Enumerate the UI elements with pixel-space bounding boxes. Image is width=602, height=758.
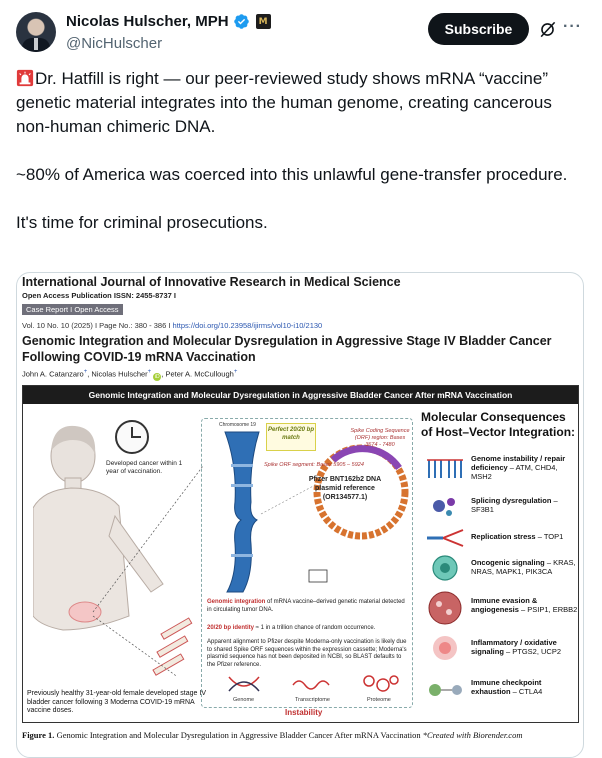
article-title: Genomic Integration and Molecular Dysregulation in Aggressive Stage IV Bladder Cancer Following COVID-19 mRNA Vaccination [22,334,552,364]
identity-red: 20/20 bp identity [207,625,255,631]
mol-item-5: Immune evasion & angiogenesis – PSIP1, ERBB2 [471,596,578,614]
post-line-3: It's time for criminal prosecutions. [16,213,268,232]
plasmid-label: Pfizer BNT162b2 DNA plasmid reference (OR134577.1) [308,476,382,501]
circulating-red: Genomic integration [207,599,266,605]
protein-icon [361,673,401,695]
case-report-badge: Case Report I Open Access [22,304,123,315]
immune-evasion-icon [425,590,465,626]
cancer-timing-note: Developed cancer within 1 year of vaccination. [106,460,183,475]
caption-text: Genomic Integration and Molecular Dysregulation in Aggressive Bladder Cancer After mRNA Vaccination [54,730,423,740]
post-line-1: Dr. Hatfill is right — our peer-reviewed study shows mRNA “vaccine” genetic material integrates into the human genome, creating cancerous non-human chimeric DNA. [16,69,552,136]
grok-icon[interactable] [538,20,557,39]
affiliation-badge-icon[interactable]: M [256,14,271,29]
caption-bold: Figure 1. [22,730,55,740]
spike-orf-label: Spike ORF segment: Bases 5905 – 5924 [264,462,364,468]
article-authors: John A. Catanzaro+, Nicolas Hulscher+ iD , Peter A. McCullough+ [22,369,238,380]
transcript-icon [291,675,331,695]
mol-item-2: Splicing dysregulation – SF3B1 [471,496,558,514]
splicing-icon [425,492,465,520]
oncogenic-cell-icon [425,554,465,582]
instability-label: Instability [285,708,323,717]
alignment-note: Apparent alignment to Pfizer despite Moderna-only vaccination is likely due to shared Spike ORF sequences within the expression cassette; Moderna's plasmid sequence has not been deposited in NCBI, so BLAST defaults to the Pfizer reference. [207,639,407,668]
identity-rest: ≈ 1 in a trillion chance of random occurrence. [254,625,376,631]
subscribe-button[interactable]: Subscribe [428,13,529,45]
post-line-2: ~80% of America was coerced into this unlawful gene-transfer procedure. [16,165,568,184]
mol-item-3: Replication stress – TOP1 [471,532,564,541]
display-name[interactable]: Nicolas Hulscher, MPH [66,13,229,30]
name-row [66,13,271,30]
author-2: , Nicolas Hulscher [87,369,148,379]
transcriptome-label: Transcriptome [295,697,330,703]
inflammatory-icon [425,634,465,662]
figure-1 [22,385,579,723]
author-3: , Peter A. McCullough [161,369,234,379]
omics-row [219,673,409,701]
patient-note: Previously healthy 31-year-old female developed stage IV bladder cancer following 3 Moderna COVID-19 mRNA vaccine doses. [27,690,206,714]
identity-note [207,625,375,631]
mol-item-4: Oncogenic signaling – KRAS, NRAS, MAPK1, PIK3CA [471,558,576,576]
circulating-note [207,599,407,614]
verified-badge-icon [233,13,250,30]
post-media-image[interactable] [16,272,584,758]
caption-italic: *Created with Biorender.com [422,730,523,740]
figure-caption [22,729,577,742]
molecular-consequences-title: Molecular Consequences of Host–Vector Integration: [421,410,576,439]
genome-instability-icon [425,454,465,482]
clock-icon [115,420,149,454]
more-options-icon[interactable]: ··· [563,18,582,35]
replication-stress-icon [425,524,465,552]
post-text [16,67,588,235]
figure-header: Genomic Integration and Molecular Dysregulation in Aggressive Bladder Cancer After mRNA Vaccination [23,386,578,404]
handle[interactable]: @NicHulscher [66,35,163,52]
mol-item-7: Immune checkpoint exhaustion – CTLA4 [471,678,543,696]
chromosome-label: Chromosome 19 [219,422,256,428]
immune-checkpoint-icon [425,674,465,702]
dna-icon [227,673,261,695]
post-header [0,0,602,70]
match-box: Perfect 20/20 bp match [266,423,316,451]
journal-title: International Journal of Innovative Research in Medical Science [22,275,401,289]
proteome-label: Proteome [367,697,391,703]
orcid-icon: iD [154,373,160,380]
doi-link: https://doi.org/10.23958/ijirms/vol10-i10/2130 [172,321,323,330]
patient-illustration-icon [33,416,203,676]
mol-item-6: Inflammatory / oxidative signaling – PTGS2, UCP2 [471,638,562,656]
author-1: John A. Catanzaro [22,369,84,379]
figure-body [23,404,578,722]
post-paragraph-1 [16,67,588,139]
volume-line [22,321,322,330]
volume-text: Vol. 10 No. 10 (2025) I Page No.: 380 - 386 I [22,321,171,330]
mol-item-1: Genome instability / repair deficiency – ATM, CHD4, MSH2 [471,454,566,481]
issn-line: Open Access Publication ISSN: 2455-8737 I [22,291,176,300]
avatar[interactable] [16,12,56,52]
genome-label: Genome [233,697,255,703]
siren-icon [16,69,34,87]
spike-seq-label: Spike Coding Sequence (ORF) region: Bases 3674 - 7480 [350,428,410,448]
circulating-rest: of mRNA vaccine–derived genetic material detected in circulating tumor DNA. [207,599,405,613]
